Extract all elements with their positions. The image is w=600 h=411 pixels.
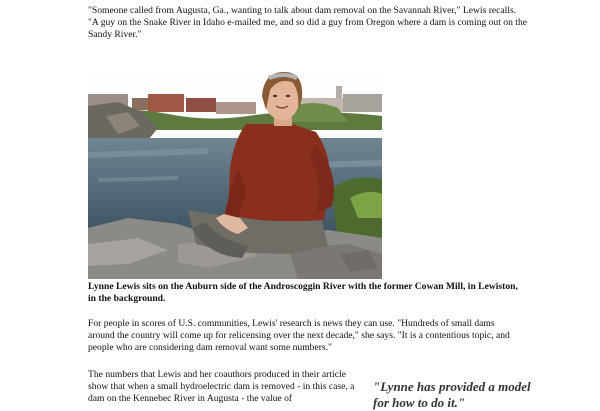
pull-quote: "Lynne has provided a model for how to do it." xyxy=(373,379,531,410)
photo-caption: Lynne Lewis sits on the Auburn side of the Androscoggin River with the former Cowan Mill, in Lewiston, in the background. xyxy=(88,281,518,305)
river-photo xyxy=(88,68,382,279)
article-paragraph: The numbers that Lewis and her coauthors produced in their article show that when a small hydroelectric dam is removed - in this case, a dam on the Kennebec River in Augusta - the value of xyxy=(88,369,355,405)
article-paragraph: "Someone called from Augusta, Ga., wanting to talk about dam removal on the Savannah River," Lewis recalls. "A guy on the Snake River in Idaho e-mailed me, and so did a guy from Oregon where a dam is coming out on the Sandy River." xyxy=(88,5,527,41)
article-paragraph: For people in scores of U.S. communities, Lewis' research is news they can use. "Hundreds of small dams around the country will come up for relicensing over the next decade," she says. "It is a contentious topic, and people who are considering dam removal want some numbers." xyxy=(88,318,510,354)
